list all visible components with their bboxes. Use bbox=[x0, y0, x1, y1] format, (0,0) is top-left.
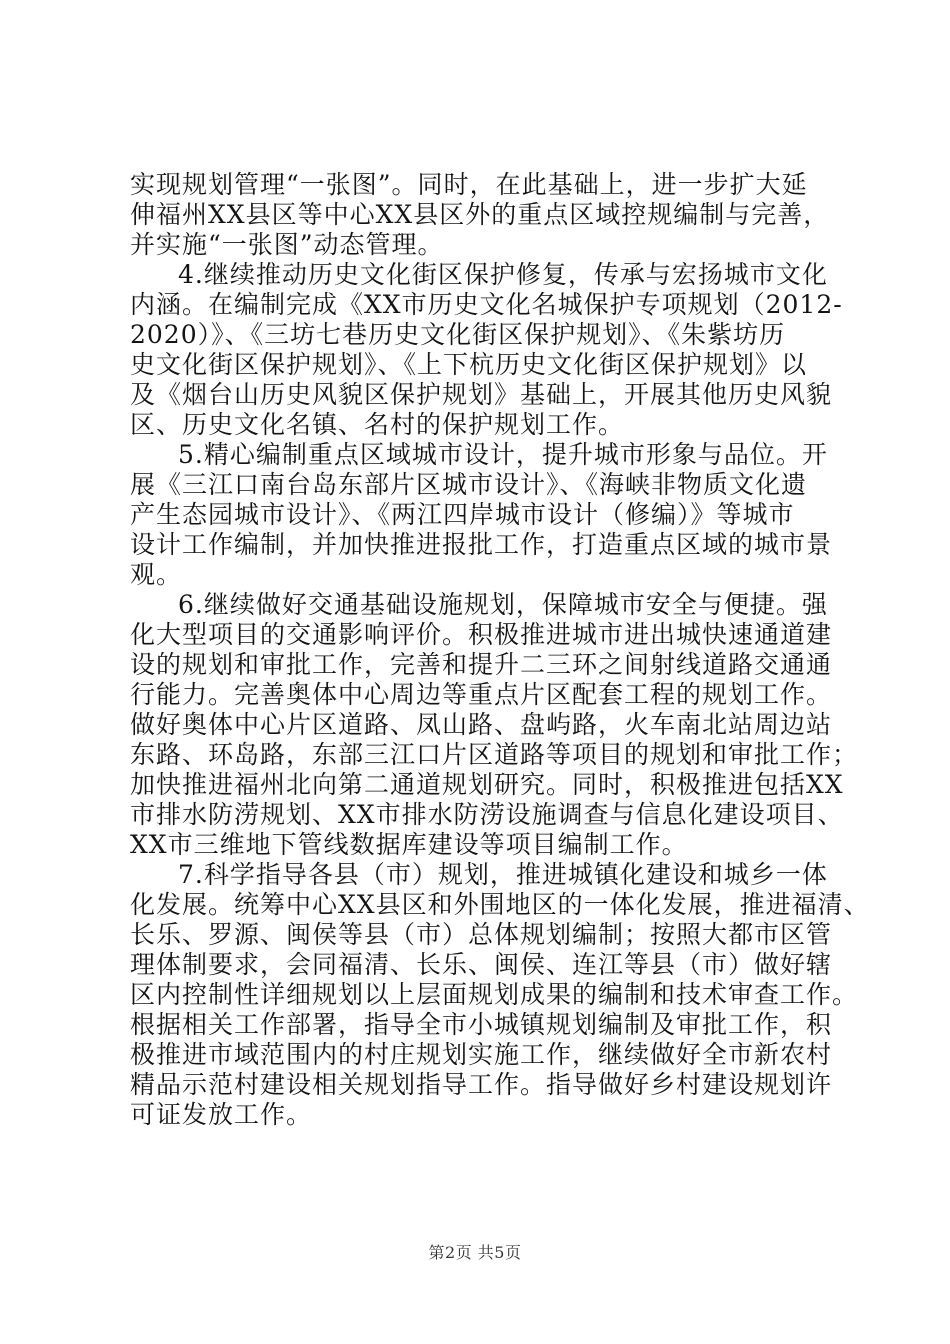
text-line: 根据相关工作部署，指导全市小城镇规划编制及审批工作，积 bbox=[130, 1010, 833, 1039]
text-line: 化发展。统筹中心XX县区和外围地区的一体化发展，推进福清、 bbox=[130, 890, 870, 919]
paragraph-start: 6.继续做好交通基础设施规划，保障城市安全与便捷。强 bbox=[178, 590, 828, 619]
text-line: 并实施“一张图”动态管理。 bbox=[130, 230, 444, 259]
text-line: 极推进市域范围内的村庄规划实施工作，继续做好全市新农村 bbox=[130, 1040, 833, 1069]
text-line: 史文化街区保护规划》、《上下杭历史文化街区保护规划》以 bbox=[130, 350, 808, 379]
paragraph-start: 4.继续推动历史文化街区保护修复，传承与宏扬城市文化 bbox=[178, 260, 828, 289]
text-line: 设计工作编制，并加快推进报批工作，打造重点区域的城市景 bbox=[130, 530, 833, 559]
text-line: 行能力。完善奥体中心周边等重点片区配套工程的规划工作。 bbox=[130, 680, 833, 709]
text-line: 区、历史文化名镇、名村的保护规划工作。 bbox=[130, 410, 625, 439]
text-line: 长乐、罗源、闽侯等县（市）总体规划编制；按照大都市区管 bbox=[130, 920, 833, 949]
text-line: 加快推进福州北向第二通道规划研究。同时，积极推进包括XX bbox=[130, 770, 844, 799]
text-line: 东路、环岛路，东部三江口片区道路等项目的规划和审批工作； bbox=[130, 740, 859, 769]
text-line: 观。 bbox=[130, 560, 183, 589]
text-line: 设的规划和审批工作，完善和提升二三环之间射线道路交通通 bbox=[130, 650, 833, 679]
text-line: 精品示范村建设相关规划指导工作。指导做好乡村建设规划许 bbox=[130, 1070, 833, 1099]
text-line: 理体制要求，会同福清、长乐、闽侯、连江等县（市）做好辖 bbox=[130, 950, 833, 979]
text-line: 及《烟台山历史风貌区保护规划》基础上，开展其他历史风貌 bbox=[130, 380, 833, 409]
text-line: 化大型项目的交通影响评价。积极推进城市进出城快速通道建 bbox=[130, 620, 833, 649]
text-line: 展《三江口南台岛东部片区城市设计》、《海峡非物质文化遗 bbox=[130, 470, 808, 499]
text-line: 区内控制性详细规划以上层面规划成果的编制和技术审查工作。 bbox=[130, 980, 859, 1009]
text-line: 实现规划管理“一张图”。同时，在此基础上，进一步扩大延 bbox=[130, 170, 808, 199]
text-line: 做好奥体中心片区道路、凤山路、盘屿路，火车南北站周边站 bbox=[130, 710, 833, 739]
text-line: 市排水防涝规划、XX市排水防涝设施调查与信息化建设项目、 bbox=[130, 800, 844, 829]
text-line: 伸福州XX县区等中心XX县区外的重点区域控规编制与完善， bbox=[130, 200, 830, 229]
page-footer: 第2页 共5页 bbox=[428, 1243, 522, 1262]
text-line: 内涵。在编制完成《XX市历史文化名城保护专项规划（2012- bbox=[130, 290, 843, 319]
text-line: 2020）》、《三坊七巷历史文化街区保护规划》、《朱紫坊历 bbox=[130, 320, 786, 349]
text-line: XX市三维地下管线数据库建设等项目编制工作。 bbox=[130, 830, 688, 859]
paragraph-start: 5.精心编制重点区域城市设计，提升城市形象与品位。开 bbox=[178, 440, 828, 469]
text-line: 可证发放工作。 bbox=[130, 1100, 313, 1129]
paragraph-start: 7.科学指导各县（市）规划，推进城镇化建设和城乡一体 bbox=[178, 860, 828, 889]
text-line: 产生态园城市设计》、《两江四岸城市设计（修编）》等城市 bbox=[130, 500, 795, 529]
